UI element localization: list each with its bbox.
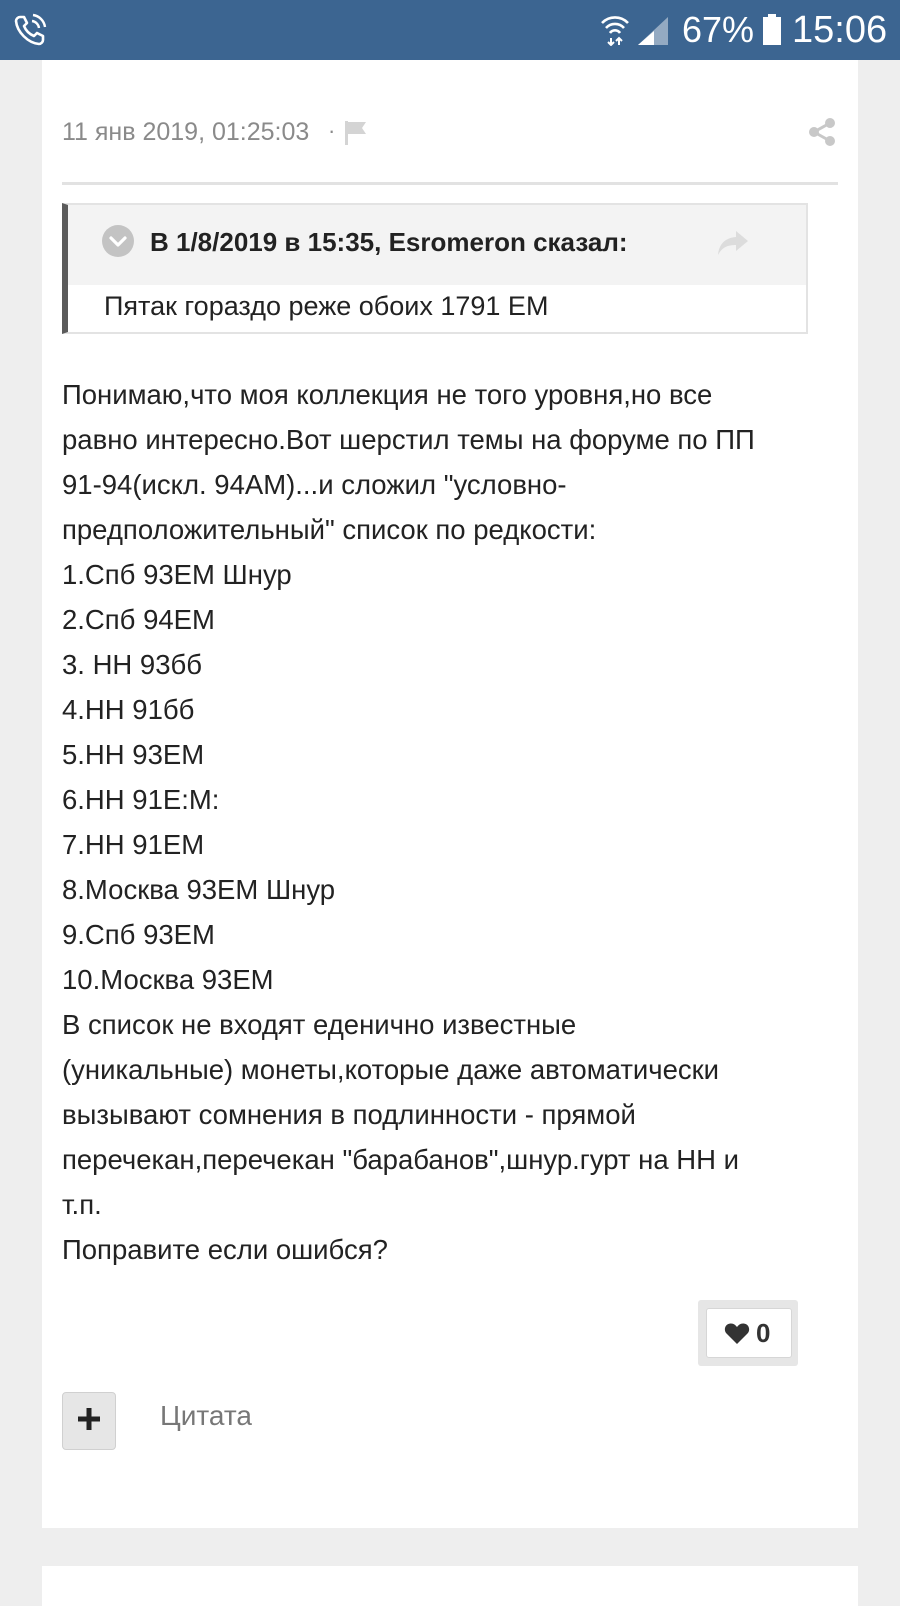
post-body-line: 9.Спб 93ЕМ: [62, 919, 215, 950]
reply-arrow-icon[interactable]: [716, 229, 750, 257]
post-body-line: т.п.: [62, 1189, 102, 1220]
divider: [62, 182, 838, 185]
wifi-icon: [600, 14, 630, 46]
collapse-icon[interactable]: [102, 225, 134, 257]
post-body-line: 8.Москва 93ЕМ Шнур: [62, 874, 336, 905]
next-post-card: [42, 1566, 858, 1606]
quote-link[interactable]: Цитата: [160, 1400, 252, 1431]
like-count: 0: [756, 1318, 771, 1348]
post-body-line: В список не входят еденично известные: [62, 1009, 577, 1040]
post-body-line: вызывают сомнения в подлинности - прямой: [62, 1099, 636, 1130]
post-body-line: (уникальные) монеты,которые даже автоматически: [62, 1054, 720, 1085]
meta-separator: ·: [328, 118, 336, 143]
post-body-line: 3. НН 93бб: [62, 649, 203, 680]
share-icon[interactable]: [806, 116, 838, 148]
post-body-line: 10.Москва 93ЕМ: [62, 964, 274, 995]
battery-percentage: 67%: [682, 9, 755, 50]
reaction-area: [698, 1300, 798, 1366]
post-body-line: 7.НН 91ЕМ: [62, 829, 205, 860]
post-body-line: предположительный" список по редкости:: [62, 514, 597, 545]
post-body-line: Понимаю,что моя коллекция не того уровня,но все: [62, 379, 713, 410]
flag-icon[interactable]: [342, 118, 370, 146]
status-clock: 15:06: [792, 9, 888, 51]
post-body-line: 5.НН 93ЕМ: [62, 739, 205, 770]
post-body-line: равно интересно.Вот шерстил темы на форуме по ПП: [62, 424, 755, 455]
post-meta: [62, 112, 842, 152]
signal-icon: [636, 16, 670, 46]
multiquote-button[interactable]: [62, 1392, 116, 1450]
like-button[interactable]: [706, 1308, 792, 1358]
post-date[interactable]: 11 янв 2019, 01:25:03: [62, 118, 310, 146]
post-body: [62, 372, 807, 1272]
battery-icon: [762, 14, 782, 46]
post-body-line: 2.Спб 94ЕМ: [62, 604, 215, 635]
heart-icon: [724, 1322, 750, 1345]
quote-text: Пятак гораздо реже обоих 1791 ЕМ: [104, 291, 549, 321]
phone-wifi-call-icon: [12, 12, 48, 48]
quote-citation: В 1/8/2019 в 15:35, Esromeron сказал:: [150, 227, 628, 257]
post-body-line: 1.Спб 93ЕМ Шнур: [62, 559, 292, 590]
quote-block: [62, 203, 808, 334]
status-bar: [0, 0, 900, 60]
post-body-line: перечекан,перечекан "барабанов",шнур.гурт на НН и: [62, 1144, 740, 1175]
post-body-line: 91-94(искл. 94АМ)...и сложил "условно-: [62, 469, 567, 500]
post-body-line: 6.НН 91Е:М:: [62, 784, 220, 815]
plus-icon: [77, 1407, 101, 1431]
quote-header: [68, 205, 806, 285]
post-card: [42, 60, 858, 1528]
post-body-line: Поправите если ошибся?: [62, 1234, 388, 1265]
post-body-line: 4.НН 91бб: [62, 694, 195, 725]
